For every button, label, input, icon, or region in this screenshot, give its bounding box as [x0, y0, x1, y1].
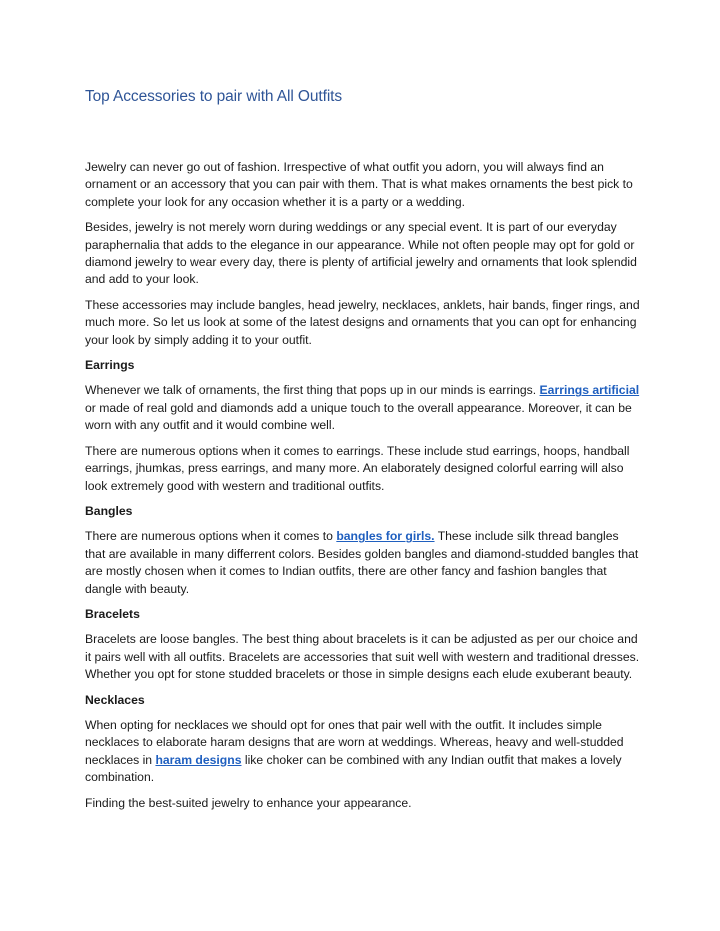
bangles-text-before: There are numerous options when it comes to — [85, 529, 337, 544]
necklaces-text-after: like choker can be combined with any Indian outfit that makes a lovely combination. — [85, 752, 622, 785]
earrings-text-after: or made of real gold and diamonds add a unique touch to the overall appearance. Moreover, it can be worn with any outfit and it would combine well. — [85, 400, 632, 433]
earrings-heading: Earrings — [85, 358, 135, 373]
haram-designs-link[interactable]: haram designs — [155, 752, 242, 767]
intro-paragraph-1: Jewelry can never go out of fashion. Irrespective of what outfit you adorn, you will always find an ornament or an accessory that you can pair with them. That is what makes ornaments the best pick to complete your look for any occasion whether it is a party or a wedding. — [85, 160, 633, 209]
necklaces-text-before: When opting for necklaces we should opt for ones that pair well with the outfit. It includes simple necklaces to elaborate haram designs that are worn at weddings. Whereas, heavy and well-studded necklaces in — [85, 717, 624, 767]
bangles-for-girls-link[interactable]: bangles for girls. — [336, 529, 435, 544]
closing-paragraph: Finding the best-suited jewelry to enhance your appearance. — [85, 795, 412, 810]
intro-paragraph-3: These accessories may include bangles, head jewelry, necklaces, anklets, hair bands, finger rings, and much more. So let us look at some of the latest designs and ornaments that you can opt for enhancing your look by simply adding it to your outfit. — [85, 297, 640, 347]
necklaces-heading: Necklaces — [85, 692, 145, 707]
earrings-text-before: Whenever we talk of ornaments, the first thing that pops up in our minds is earrings. — [85, 383, 540, 398]
earrings-artificial-link[interactable]: Earrings artificial — [539, 383, 640, 398]
document-body — [85, 159, 641, 820]
intro-paragraph-2: Besides, jewelry is not merely worn during weddings or any special event. It is part of our everyday paraphernalia that adds to the elegance in our appearance. While not often people may opt for gold or diamond jewelry to wear every day, there is plenty of artificial jewelry and ornaments that look splendid and add to your look. — [85, 220, 637, 287]
bangles-paragraph-1 — [85, 528, 641, 598]
necklaces-paragraph-1 — [85, 717, 641, 787]
earrings-paragraph-2: There are numerous options when it comes to earrings. These include stud earrings, hoops, handball earrings, jhumkas, press earrings, and many more. An elaborately designed colorful earring will also look extremely good with western and traditional outfits. — [85, 443, 630, 493]
bangles-text-after: These include silk thread bangles that are available in many differrent colors. Besides golden bangles and diamond-studded bangles that are mostly chosen when it comes to Indian outfits, there are other fancy and fashion bangles that dangle with beauty. — [85, 529, 639, 596]
document-title: Top Accessories to pair with All Outfits — [85, 88, 343, 105]
bracelets-paragraph-1: Bracelets are loose bangles. The best thing about bracelets is it can be adjusted as per our choice and it pairs well with all outfits. Bracelets are accessories that suit well with western and traditional dresses. Whether you opt for stone studded bracelets or those in simple designs each elude exuberant beauty. — [85, 632, 640, 682]
bracelets-heading: Bracelets — [85, 606, 140, 621]
earrings-paragraph-1 — [85, 382, 641, 434]
bangles-heading: Bangles — [85, 503, 133, 518]
